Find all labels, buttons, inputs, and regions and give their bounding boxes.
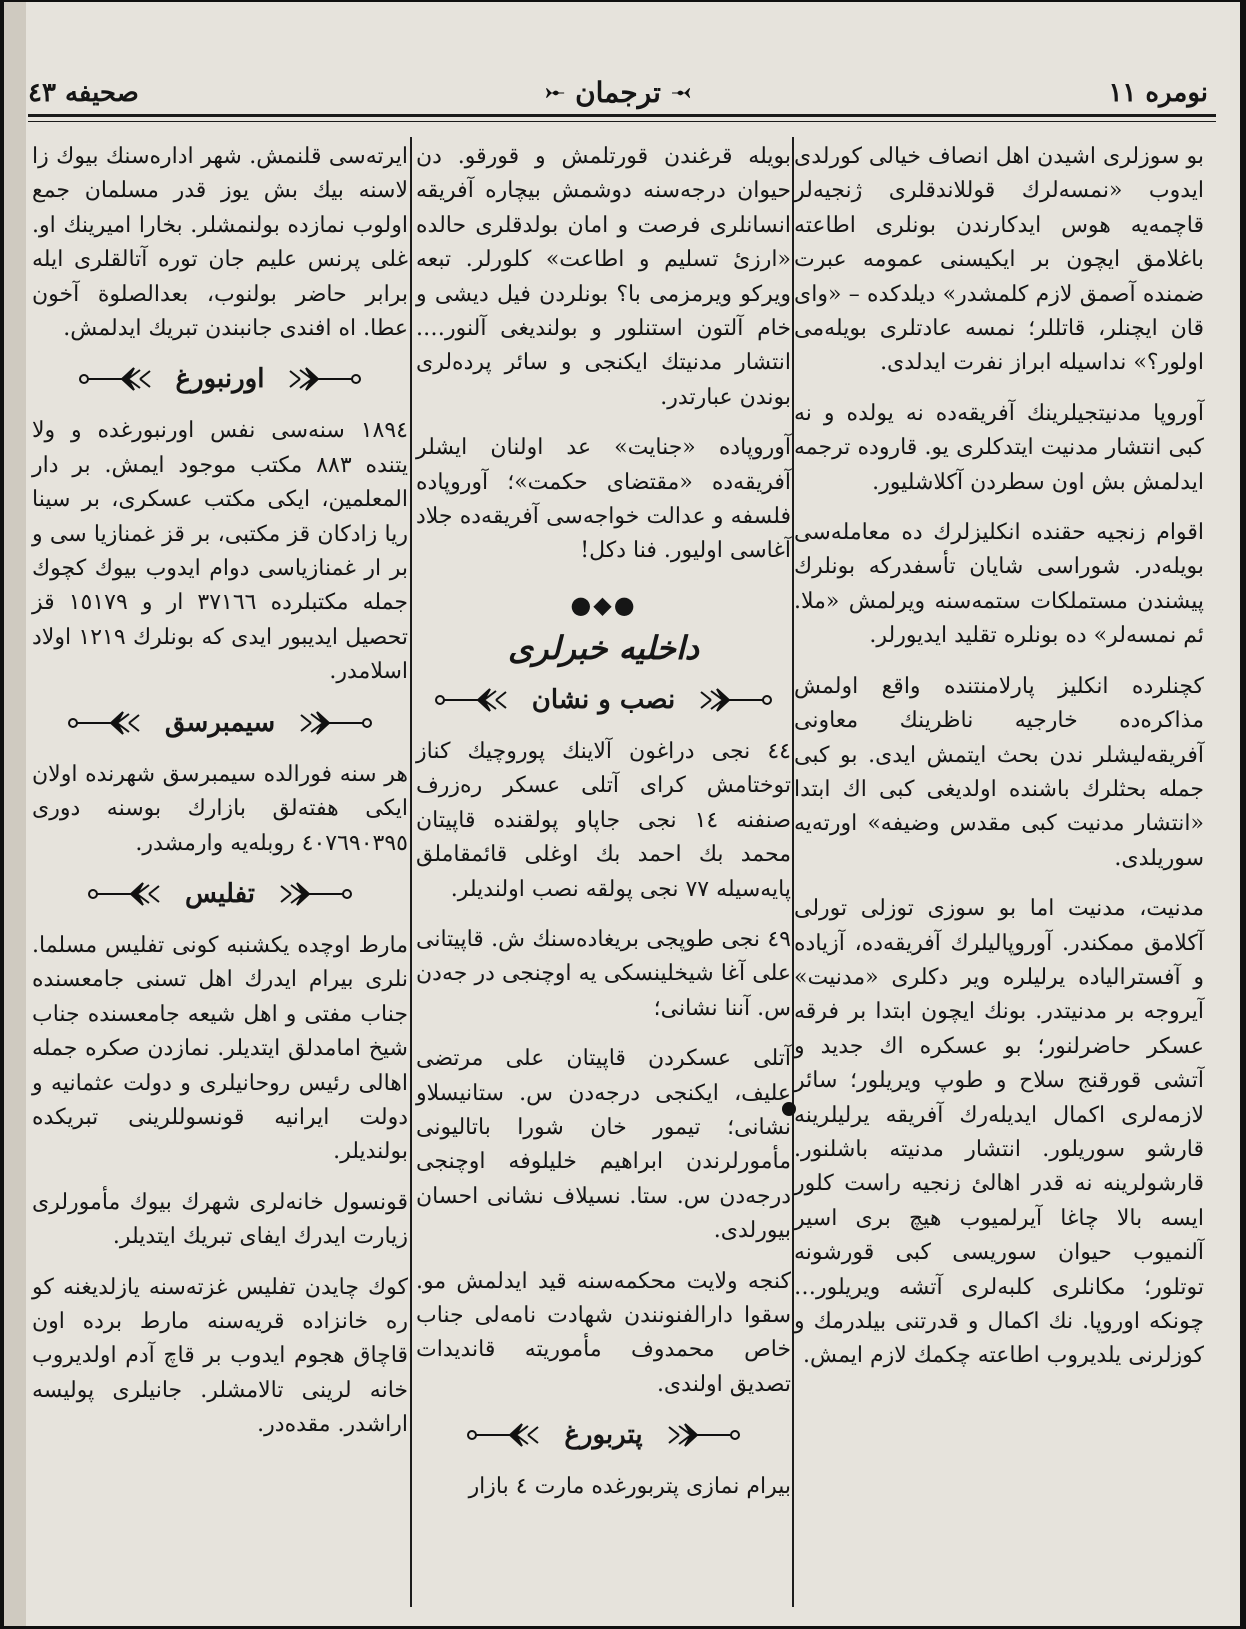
flourish-icon [432, 686, 518, 714]
article-paragraph: ایرتەسی قلنمش. شهر ادارەسنك بیوك زا لاسنە بیك بش یوز قدر مسلمان جمع اولوب نمازدە بولنمشلر. بخارا امیرینك او. غلی پرنس علیم جان توره آتالقلری ایلە برابر حاضر بولنوب، بعدالصلوة آخون عطا. اە افندی جانبندن تبریك ایدلمش. [32, 144, 408, 342]
section-title: نصب و نشان [531, 684, 676, 715]
section-title: تفلیس [185, 878, 255, 909]
flourish-icon [76, 365, 162, 393]
header-rule [28, 114, 1216, 117]
flourish-icon [85, 880, 171, 908]
flourish-icon [269, 880, 355, 908]
article-paragraph: ١٨٩٤ سنەسی نفس اورنبورغدە و ولا یتندە ٨٨٣ مکتب موجود ایمش. بر دار المعلمین، ایکی مکتب عسکری، بر سینا ریا زادکان قز مکتبی، بر قز غمنازیا سی و بر ار غمنازیاسی دوام ایدوب بیوك کچوك جملە مکتبلردە ٣٧١٦٦ ار و ١٥١٧٩ قز تحصیل ایدیبور ایدی کە بونلرك ١٢١٩ اولاد اسلامدر. [32, 418, 409, 685]
section-heading-domestic: داخلیه خبرلری [507, 628, 699, 667]
masthead [28, 72, 1208, 116]
section-heading [416, 1420, 791, 1450]
section-title: اورنبورغ [175, 364, 265, 395]
issue-number: نومرە ١١ [1108, 78, 1208, 108]
column-middle [416, 140, 791, 1521]
section-title: سیمبرسق [164, 707, 276, 738]
article-paragraph: قونسول خانەلری شهرك بیوك مأمورلری زیارت ایدرك ایفای تبریك ایتدیلر. [32, 1189, 408, 1250]
section-heading [32, 708, 408, 738]
flourish-icon [671, 79, 711, 107]
article-paragraph: آتلی عسکردن قاپیتان علی مرتضی علیف، ایکنجی درجەدن س. ستانیسلاو نشانی؛ تیمور خان شورا باتالیونی مأمورلرندن ابراهیم خلیلوفە اوچنجی درجەدن س. ستا. نسیلاف نشانی احسان بیورلدی. [416, 1046, 791, 1244]
article-paragraph: بیرام نمازی پتربورغدە مارت ٤ بازار [468, 1474, 791, 1500]
flourish-icon [464, 1421, 550, 1449]
flourish-icon [65, 709, 151, 737]
flourish-icon [289, 709, 375, 737]
column-right [794, 140, 1204, 1390]
article-paragraph: مارط اوچدە یکشنبە کونی تفلیس مسلما. نلری بیرام ایدرك اهل تسنی جامعسندە جناب مفتی و اهل شیعە جامعسندە جناب شیخ امامدلق ایتدیلر. نمازدن صکرە جملە اهالی رئیس روحانیلری و دولت عثمانیە و دولت ایرانیە قونسوللرینی تبریکدە بولندیلر. [32, 932, 408, 1165]
section-title: پتربورغ [564, 1420, 643, 1451]
section-heading [416, 685, 791, 715]
flourish-icon [657, 1421, 743, 1449]
article-paragraph: کوك چایدن تفلیس غزتەسنە یازلدیغنە کو رە خانزادە قریەسنە مارط بردە اون قاچاق هجوم ایدوب بر قاچ آدم اولدیروب خانە لرینی تالامشلر. جانیلری پولیسە اراشدر. مقدەدر. [32, 1274, 408, 1438]
article-paragraph: هر سنە فورالدە سیمبرسق شهرندە اولان ایکی هفتەلق بازارك بوسنە دوری ٤٠٧٦٩٠٣٩٥ روبلەیە وارمشدر. [32, 761, 408, 856]
page-number: صحیفه ٤٣ [28, 78, 139, 108]
article-paragraph: کچنلردە انکلیز پارلامنتندە واقع اولمش مذاکرەدە خارجیە ناظرینك معاونی آفریقەلیشلر ندن بحث ایتمش ایدی. بو کبی جملە بحثلرك باشندە اولدیغی کبی اك ابتدا «انتشار مدنیت کبی مقدس وضیفە» اورتەیە سوریلدی. [794, 673, 1204, 871]
section-heading [32, 364, 408, 394]
column-divider [410, 137, 412, 1607]
flourish-icon [278, 365, 364, 393]
header-rule-thin [28, 121, 1216, 122]
article-paragraph: ٤٤ نجی دراغون آلاینك پوروچیك کناز توختامش کرای آتلی عسکر رەزرف صنفنە ١٤ نجی جاپاو پولقندە قاپیتان محمد بك احمد بك اوغلی قائمقاملق پایەسیلە ٧٧ نجی پولقە نصب اولندیلر. [416, 738, 791, 902]
article-paragraph: مدنیت، مدنیت اما بو سوزی توزلی تورلی آکلامق ممکندر. آوروپالیلرك آفریقەدە، آزیادە و آفستراليادە یرلیلرە ویر دکلری «مدنیت» آیروجە بر مدنیتدر. بونك ایچون ابتدا بر فرقە عسکر حاضرلنور؛ بو عسکرە اك جدید و آتشی قورقنج سلاح و طوپ ویریلور؛ سائر لازمەلری اکمال ایدیلەرك آفریقە یرلیلرینە قارشو سوریلور. انتشار مدنیتە باشلنور. قارشولرینە نە قدر اهالئ زنجیە راست کلور ایسە بالا چاغا آیرلمیوب هیچ بری اسیر آلنمیوب حیوان سوریسی کبی قورشونە توتلور؛ مکانلری کلبەلری آتشە ویریلور… چونکە اوروپا. نك اکمال و قدرتنی بیلدرمك و کوزلرنی یلدیروب اطاعتە چکمك لازم ایمش. [794, 896, 1204, 1369]
newspaper-page [4, 2, 1240, 1626]
article-paragraph: ٤٩ نجی طوپجی بریغادەسنك ش. قاپیتانی علی آغا شیخلینسکی یە اوچنجی در جەدن س. آننا نشانی؛ [416, 926, 791, 1021]
flourish-icon [689, 686, 775, 714]
article-paragraph: آوروپادە «جنایت» عد اولنان ایشلر آفریقەدە «مقتضای حکمت»؛ آوروپادە فلسفە و عدالت خواجەسی آفریقەدە جلاد آغاسی اولیور. فنا دکل! [416, 435, 791, 564]
page-edge [4, 2, 26, 1626]
section-heading [32, 879, 408, 909]
article-paragraph: بو سوزلری اشیدن اهل انصاف خیالی کورلدی ایدوب «نمسەلرك قوللاندقلری ژنجیەلر قاچمەیە هوس ایدکارندن بونلری اطاعتە باغلامق ایچون بر ایکیسنی عمومە عبرت ضمندە آصمق لازم کلمشدر» دیلدکدە – «وای قان ایچنلر، قاتللر؛ نمسە عادتلری بویلەمی اولور؟» نداسیلە ابراز نفرت ایدلدی. [794, 144, 1204, 376]
article-paragraph: اقوام زنجیە حقندە انکلیزلرك دە معاملەسی بویلەدر. شوراسی شایان تأسفدرکە بونلرك پیشندن مستملکات ستمەسنە ویرلمش «ملا. ئم نمسەلر» دە بونلرە تقلید ایدیورلر. [794, 520, 1204, 649]
article-paragraph: کنجە ولایت محکمەسنە قید ایدلمش مو. سقوا دارالفنونندن شهادت نامەلی جناب خاص محمدوف مأموریتە قاندیدات تصدیق اولندی. [416, 1268, 791, 1397]
column-left [32, 140, 408, 1459]
newspaper-name: ترجمان [575, 76, 661, 109]
separator-ornament: ●◆● [570, 590, 637, 619]
newspaper-title [525, 76, 711, 109]
flourish-icon [525, 79, 565, 107]
article-paragraph: بویلە قرغندن قورتلمش و قورقو. دن حیوان درجەسنە دوشمش بیچارە آفریقە انسانلری فرصت و امان بولدقلری حالدە «ارزئ تسلیم و اطاعت» کلورلر. تبعە ویرکو ویرمزمی با؟ بونلردن فیل دیشی و خام آلتون استنلور و بولندیغی آلنور…. انتشار مدنیتك ایکنجی و سائر پردەلری بوندن عبارتدر. [416, 144, 791, 410]
article-paragraph: آوروپا مدنیتجیلرینك آفریقەدە نە یولدە و نە کبی انتشار مدنیت ایتدکلری یو. قاروده ترجمە ایدلمش بش اون سطردن آکلاشلیور. [794, 400, 1204, 495]
